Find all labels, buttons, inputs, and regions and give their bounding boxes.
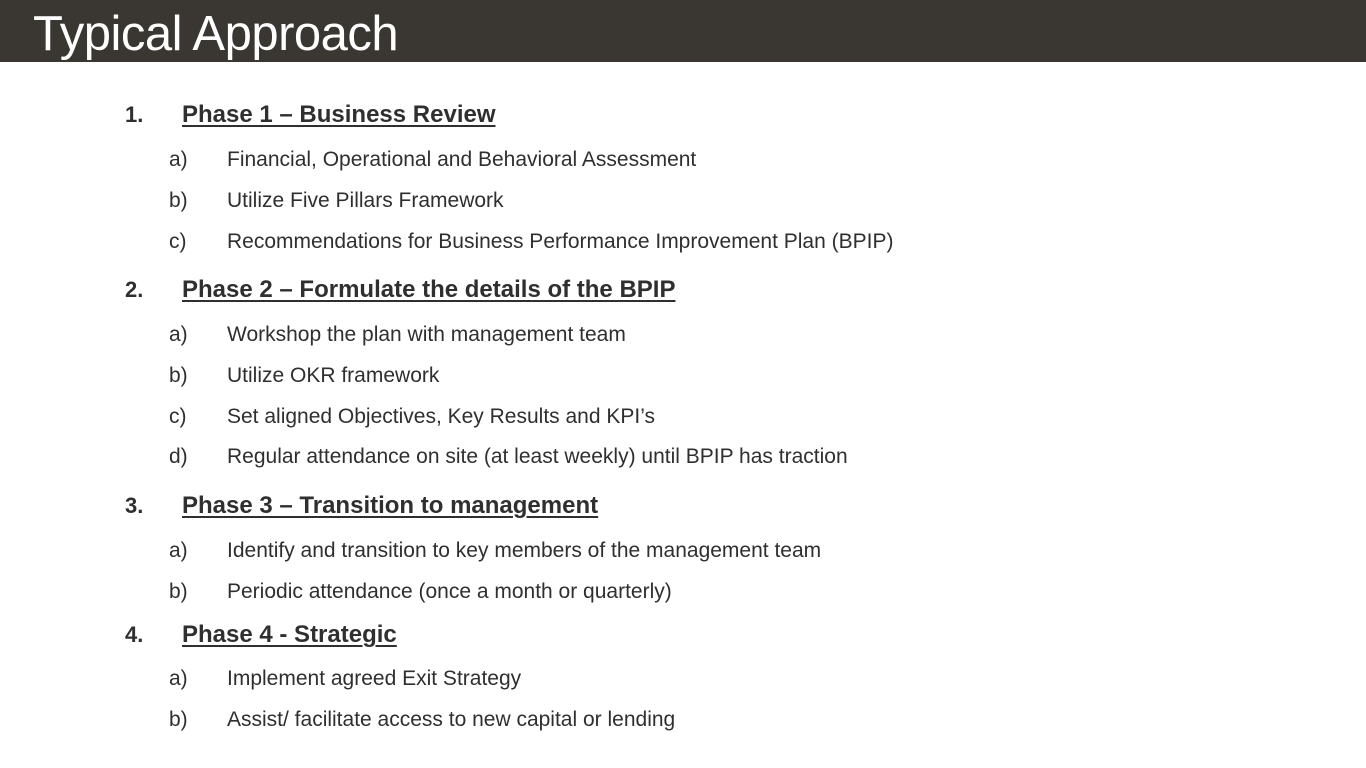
item-text: Set aligned Objectives, Key Results and KPI’s [227,405,656,428]
phase-number: 1. [125,102,144,127]
item-text: Assist/ facilitate access to new capital or lending [227,708,676,731]
item-text: Identify and transition to key members of the management team [227,539,822,562]
phase-title: Phase 3 – Transition to management [182,492,599,519]
item-text: Utilize Five Pillars Framework [227,189,504,212]
item-text: Regular attendance on site (at least weekly) until BPIP has traction [227,445,848,468]
phase-2-item-c [0,402,1366,432]
item-letter: a) [169,539,188,562]
title-bar [0,0,1366,62]
item-text: Periodic attendance (once a month or quarterly) [227,580,672,603]
item-text: Financial, Operational and Behavioral Assessment [227,148,697,171]
phase-4-item-b [0,705,1366,735]
item-letter: a) [169,323,188,346]
phase-title: Phase 2 – Formulate the details of the BPIP [182,276,676,303]
item-text: Recommendations for Business Performance Improvement Plan (BPIP) [227,230,894,253]
phase-1-heading [0,98,1366,132]
phase-1-item-b [0,186,1366,216]
item-text: Implement agreed Exit Strategy [227,667,522,690]
phase-2-heading [0,273,1366,307]
item-letter: a) [169,148,188,171]
item-letter: c) [169,230,187,253]
phase-3-item-a [0,536,1366,566]
item-letter: b) [169,708,188,731]
phase-2-item-d [0,442,1366,472]
phase-2-item-a [0,320,1366,350]
phase-1-item-a [0,145,1366,175]
phase-4-item-a [0,664,1366,694]
item-text: Workshop the plan with management team [227,323,626,346]
phase-title: Phase 4 - Strategic [182,621,397,648]
phase-number: 3. [125,493,144,518]
item-letter: b) [169,189,188,212]
item-letter: a) [169,667,188,690]
page-title: Typical Approach [33,7,399,61]
item-text: Utilize OKR framework [227,364,440,387]
item-letter: d) [169,445,188,468]
phase-4-heading [0,618,1366,652]
phase-2-item-b [0,361,1366,391]
item-letter: b) [169,580,188,603]
phase-1-item-c [0,227,1366,257]
item-letter: c) [169,405,187,428]
item-letter: b) [169,364,188,387]
phase-number: 4. [125,622,144,647]
phase-3-heading [0,489,1366,523]
phase-title: Phase 1 – Business Review [182,101,496,128]
phase-number: 2. [125,277,144,302]
phase-3-item-b [0,577,1366,607]
